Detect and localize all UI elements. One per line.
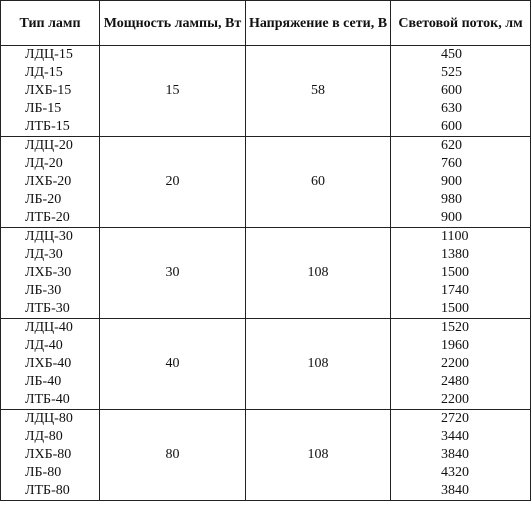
lamp-type: ЛХБ-15: [25, 83, 72, 98]
lamp-type: ЛД-15: [25, 65, 63, 80]
flux-value: 980: [441, 192, 462, 207]
flux-value: 900: [441, 210, 462, 225]
lamp-type: ЛБ-20: [25, 192, 62, 207]
flux-value: 600: [441, 83, 462, 98]
lamp-type: ЛБ-40: [25, 374, 62, 389]
lamp-type: ЛХБ-80: [25, 447, 72, 462]
header-mains-voltage: Напряжение в сети, В: [246, 1, 391, 46]
luminous-flux-cell: [391, 137, 531, 228]
lamp-type: ЛДЦ-40: [25, 320, 73, 335]
luminous-flux-cell: [391, 410, 531, 501]
lamp-type: ЛХБ-20: [25, 174, 72, 189]
mains-voltage-value: 108: [246, 319, 391, 410]
flux-value: 3840: [441, 483, 469, 498]
luminous-flux-cell: [391, 46, 531, 137]
header-row: [1, 1, 531, 46]
lamp-type: ЛТБ-30: [25, 301, 70, 316]
header-lamp-power: Мощность лампы, Вт: [100, 1, 246, 46]
flux-value: 1520: [441, 320, 469, 335]
lamp-type: ЛБ-80: [25, 465, 62, 480]
flux-value: 600: [441, 119, 462, 134]
flux-value: 1380: [441, 247, 469, 262]
flux-value: 2200: [441, 392, 469, 407]
header-lamp-type: Тип ламп: [1, 1, 100, 46]
lamp-types-cell: [1, 319, 100, 410]
lamp-type: ЛД-20: [25, 156, 63, 171]
lamp-type: ЛД-40: [25, 338, 63, 353]
lamp-type: ЛТБ-20: [25, 210, 70, 225]
lamp-type: ЛБ-30: [25, 283, 62, 298]
mains-voltage-value: 58: [246, 46, 391, 137]
lamp-power-value: 30: [100, 228, 246, 319]
flux-value: 900: [441, 174, 462, 189]
flux-value: 1960: [441, 338, 469, 353]
lamp-type: ЛТБ-80: [25, 483, 70, 498]
lamp-type: ЛХБ-30: [25, 265, 72, 280]
luminous-flux-cell: [391, 228, 531, 319]
lamp-type: ЛДЦ-80: [25, 411, 73, 426]
lamp-type: ЛХБ-40: [25, 356, 72, 371]
table-row: [1, 228, 531, 319]
flux-value: 525: [441, 65, 462, 80]
luminous-flux-cell: [391, 319, 531, 410]
lamp-type: ЛДЦ-20: [25, 138, 73, 153]
header-luminous-flux: Световой поток, лм: [391, 1, 531, 46]
flux-value: 2480: [441, 374, 469, 389]
flux-value: 1740: [441, 283, 469, 298]
flux-value: 1500: [441, 301, 469, 316]
flux-value: 1500: [441, 265, 469, 280]
flux-value: 760: [441, 156, 462, 171]
lamp-type: ЛТБ-40: [25, 392, 70, 407]
flux-value: 2720: [441, 411, 469, 426]
flux-value: 1100: [441, 229, 469, 244]
lamp-type: ЛБ-15: [25, 101, 62, 116]
table-row: [1, 319, 531, 410]
flux-value: 4320: [441, 465, 469, 480]
flux-value: 630: [441, 101, 462, 116]
mains-voltage-value: 108: [246, 228, 391, 319]
lamp-type: ЛДЦ-30: [25, 229, 73, 244]
flux-value: 3840: [441, 447, 469, 462]
flux-value: 450: [441, 47, 462, 62]
mains-voltage-value: 60: [246, 137, 391, 228]
lamp-power-value: 15: [100, 46, 246, 137]
lamp-type: ЛД-80: [25, 429, 63, 444]
lamp-power-value: 40: [100, 319, 246, 410]
lamp-types-cell: [1, 410, 100, 501]
lamp-power-value: 80: [100, 410, 246, 501]
lamp-power-value: 20: [100, 137, 246, 228]
table-row: [1, 46, 531, 137]
flux-value: 620: [441, 138, 462, 153]
flux-value: 2200: [441, 356, 469, 371]
lamp-types-cell: [1, 46, 100, 137]
lamp-type: ЛД-30: [25, 247, 63, 262]
mains-voltage-value: 108: [246, 410, 391, 501]
table-row: [1, 137, 531, 228]
lamp-types-cell: [1, 228, 100, 319]
flux-value: 3440: [441, 429, 469, 444]
lamp-type: ЛТБ-15: [25, 119, 70, 134]
lamp-type: ЛДЦ-15: [25, 47, 73, 62]
table-row: [1, 410, 531, 501]
lamp-types-cell: [1, 137, 100, 228]
